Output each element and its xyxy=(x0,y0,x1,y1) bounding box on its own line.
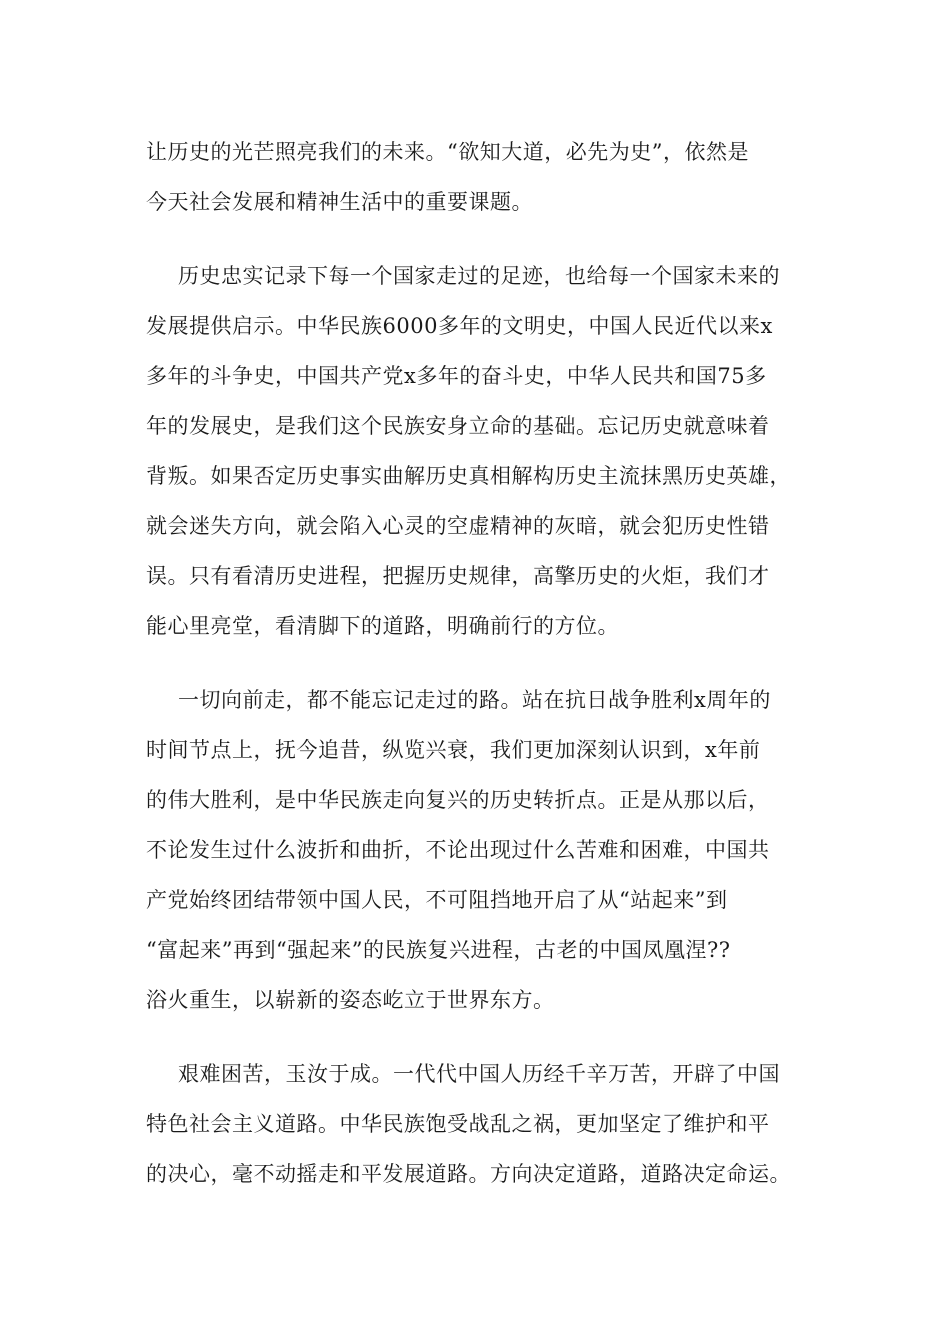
paragraph-3-line-7: 浴火重生，以崭新的姿态屹立于世界东方。 xyxy=(146,988,555,1012)
paragraph-3-line-6: “富起来”再到“强起来”的民族复兴进程，古老的中国凤凰涅?? xyxy=(146,938,731,962)
paragraph-2-line-4: 年的发展史，是我们这个民族安身立命的基础。忘记历史就意味着 xyxy=(146,414,770,438)
paragraph-2-line-6: 就会迷失方向，就会陷入心灵的空虚精神的灰暗，就会犯历史性错 xyxy=(146,514,770,538)
paragraph-2-line-1: 历史忠实记录下每一个国家走过的足迹，也给每一个国家未来的 xyxy=(178,264,780,288)
paragraph-3-line-5: 产党始终团结带领中国人民，不可阻挡地开启了从“站起来”到 xyxy=(146,888,728,912)
paragraph-3-line-1: 一切向前走，都不能忘记走过的路。站在抗日战争胜利x周年的 xyxy=(178,688,771,712)
paragraph-3-line-2: 时间节点上，抚今追昔，纵览兴衰，我们更加深刻认识到，x年前 xyxy=(146,738,761,762)
paragraph-4-line-3: 的决心，毫不动摇走和平发展道路。方向决定道路，道路决定命运。 xyxy=(146,1162,791,1186)
paragraph-2-line-2: 发展提供启示。中华民族6000多年的文明史，中国人民近代以来x xyxy=(146,314,773,338)
paragraph-1-line-1: 让历史的光芒照亮我们的未来。“欲知大道，必先为史”，依然是 xyxy=(146,140,749,164)
paragraph-3-line-4: 不论发生过什么波折和曲折，不论出现过什么苦难和困难，中国共 xyxy=(146,838,770,862)
paragraph-2-line-5: 背叛。如果否定历史事实曲解历史真相解构历史主流抹黑历史英雄， xyxy=(146,464,791,488)
paragraph-4-line-1: 艰难困苦，玉汝于成。一代代中国人历经千辛万苦，开辟了中国 xyxy=(178,1062,780,1086)
paragraph-3-line-3: 的伟大胜利，是中华民族走向复兴的历史转折点。正是从那以后， xyxy=(146,788,770,812)
paragraph-4-line-2: 特色社会主义道路。中华民族饱受战乱之祸，更加坚定了维护和平 xyxy=(146,1112,770,1136)
paragraph-2-line-3: 多年的斗争史，中国共产党x多年的奋斗史，中华人民共和国75多 xyxy=(146,364,767,388)
paragraph-1-line-2: 今天社会发展和精神生活中的重要课题。 xyxy=(146,190,533,214)
paragraph-2-line-7: 误。只有看清历史进程，把握历史规律，高擎历史的火炬，我们才 xyxy=(146,564,770,588)
paragraph-2-line-8: 能心里亮堂，看清脚下的道路，明确前行的方位。 xyxy=(146,614,619,638)
